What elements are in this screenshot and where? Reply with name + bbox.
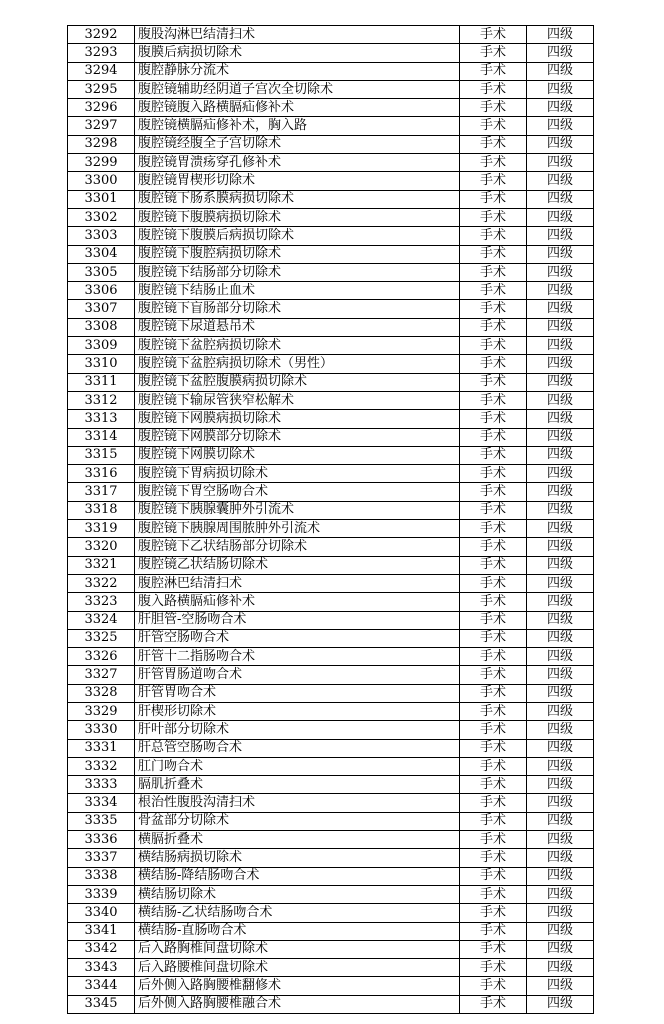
table-row — [68, 739, 594, 757]
table-row — [68, 538, 594, 556]
procedure-name-cell: 腹腔镜下结肠止血术 — [135, 282, 460, 300]
procedure-level-cell: 四级 — [527, 757, 594, 775]
procedure-level-cell: 四级 — [527, 831, 594, 849]
procedure-type-cell: 手术 — [460, 904, 527, 922]
procedure-name-cell: 腹腔镜下网膜部分切除术 — [135, 428, 460, 446]
procedure-level-cell: 四级 — [527, 117, 594, 135]
procedure-type-cell: 手术 — [460, 318, 527, 336]
procedure-name-cell: 横膈折叠术 — [135, 831, 460, 849]
row-number-cell: 3325 — [68, 629, 135, 647]
procedure-name-cell: 腹腔镜下胃空肠吻合术 — [135, 483, 460, 501]
procedure-level-cell: 四级 — [527, 44, 594, 62]
procedure-level-cell: 四级 — [527, 483, 594, 501]
procedure-type-cell: 手术 — [460, 373, 527, 391]
procedure-type-cell: 手术 — [460, 959, 527, 977]
procedure-level-cell: 四级 — [527, 410, 594, 428]
procedure-name-cell: 横结肠-直肠吻合术 — [135, 922, 460, 940]
row-number-cell: 3321 — [68, 556, 135, 574]
procedure-name-cell: 腹腔镜腹入路横膈疝修补术 — [135, 99, 460, 117]
row-number-cell: 3324 — [68, 611, 135, 629]
table-row — [68, 885, 594, 903]
procedure-name-cell: 腹入路横膈疝修补术 — [135, 593, 460, 611]
row-number-cell: 3314 — [68, 428, 135, 446]
procedure-type-cell: 手术 — [460, 391, 527, 409]
procedure-name-cell: 腹股沟淋巴结清扫术 — [135, 26, 460, 44]
procedure-type-cell: 手术 — [460, 739, 527, 757]
procedure-type-cell: 手术 — [460, 520, 527, 538]
row-number-cell: 3343 — [68, 959, 135, 977]
table-row — [68, 208, 594, 226]
procedure-name-cell: 腹腔镜胃楔形切除术 — [135, 172, 460, 190]
procedure-name-cell: 腹腔镜下肠系膜病损切除术 — [135, 190, 460, 208]
table-row — [68, 446, 594, 464]
procedure-type-cell: 手术 — [460, 684, 527, 702]
procedure-level-cell: 四级 — [527, 26, 594, 44]
table-row — [68, 501, 594, 519]
procedure-name-cell: 腹腔镜下盆腔病损切除术 — [135, 337, 460, 355]
procedure-type-cell: 手术 — [460, 172, 527, 190]
row-number-cell: 3292 — [68, 26, 135, 44]
procedure-name-cell: 后外侧入路胸腰椎翻修术 — [135, 977, 460, 995]
row-number-cell: 3309 — [68, 337, 135, 355]
row-number-cell: 3311 — [68, 373, 135, 391]
procedure-name-cell: 肝管胃肠道吻合术 — [135, 666, 460, 684]
row-number-cell: 3304 — [68, 245, 135, 263]
row-number-cell: 3316 — [68, 465, 135, 483]
procedure-type-cell: 手术 — [460, 154, 527, 172]
procedure-level-cell: 四级 — [527, 99, 594, 117]
procedure-type-cell: 手术 — [460, 26, 527, 44]
row-number-cell: 3297 — [68, 117, 135, 135]
table-row — [68, 831, 594, 849]
procedure-type-cell: 手术 — [460, 337, 527, 355]
procedure-type-cell: 手术 — [460, 465, 527, 483]
procedure-type-cell: 手术 — [460, 501, 527, 519]
table-row — [68, 373, 594, 391]
procedure-level-cell: 四级 — [527, 391, 594, 409]
procedure-name-cell: 肝管空肠吻合术 — [135, 629, 460, 647]
procedure-name-cell: 膈肌折叠术 — [135, 776, 460, 794]
procedure-level-cell: 四级 — [527, 355, 594, 373]
procedure-name-cell: 腹腔镜横膈疝修补术，胸入路 — [135, 117, 460, 135]
procedure-type-cell: 手术 — [460, 794, 527, 812]
table-row — [68, 977, 594, 995]
procedure-level-cell: 四级 — [527, 611, 594, 629]
procedure-type-cell: 手术 — [460, 208, 527, 226]
row-number-cell: 3339 — [68, 885, 135, 903]
procedure-type-cell: 手术 — [460, 556, 527, 574]
table-row — [68, 62, 594, 80]
procedure-level-cell: 四级 — [527, 666, 594, 684]
row-number-cell: 3345 — [68, 995, 135, 1013]
procedure-name-cell: 腹腔镜下盆腔病损切除术（男性） — [135, 355, 460, 373]
procedure-level-cell: 四级 — [527, 62, 594, 80]
procedure-type-cell: 手术 — [460, 355, 527, 373]
row-number-cell: 3303 — [68, 227, 135, 245]
procedure-type-cell: 手术 — [460, 940, 527, 958]
procedure-type-cell: 手术 — [460, 410, 527, 428]
procedure-type-cell: 手术 — [460, 282, 527, 300]
procedure-type-cell: 手术 — [460, 483, 527, 501]
row-number-cell: 3300 — [68, 172, 135, 190]
table-row — [68, 776, 594, 794]
table-row — [68, 867, 594, 885]
procedure-name-cell: 腹腔镜胃溃疡穿孔修补术 — [135, 154, 460, 172]
procedure-type-cell: 手术 — [460, 629, 527, 647]
procedure-type-cell: 手术 — [460, 757, 527, 775]
procedure-level-cell: 四级 — [527, 208, 594, 226]
procedure-name-cell: 腹腔镜下盲肠部分切除术 — [135, 300, 460, 318]
procedure-level-cell: 四级 — [527, 885, 594, 903]
table-row — [68, 263, 594, 281]
procedure-name-cell: 腹腔镜辅助经阴道子宫次全切除术 — [135, 80, 460, 98]
procedure-type-cell: 手术 — [460, 62, 527, 80]
procedure-type-cell: 手术 — [460, 99, 527, 117]
procedure-level-cell: 四级 — [527, 263, 594, 281]
table-row — [68, 904, 594, 922]
procedure-level-cell: 四级 — [527, 318, 594, 336]
row-number-cell: 3336 — [68, 831, 135, 849]
table-row — [68, 812, 594, 830]
row-number-cell: 3319 — [68, 520, 135, 538]
table-row — [68, 556, 594, 574]
procedure-type-cell: 手术 — [460, 849, 527, 867]
procedure-level-cell: 四级 — [527, 812, 594, 830]
table-row — [68, 410, 594, 428]
row-number-cell: 3302 — [68, 208, 135, 226]
row-number-cell: 3337 — [68, 849, 135, 867]
row-number-cell: 3344 — [68, 977, 135, 995]
procedure-type-cell: 手术 — [460, 538, 527, 556]
procedure-type-cell: 手术 — [460, 812, 527, 830]
procedure-type-cell: 手术 — [460, 721, 527, 739]
row-number-cell: 3315 — [68, 446, 135, 464]
row-number-cell: 3306 — [68, 282, 135, 300]
procedure-type-cell: 手术 — [460, 776, 527, 794]
procedure-type-cell: 手术 — [460, 867, 527, 885]
procedure-type-cell: 手术 — [460, 300, 527, 318]
procedure-type-cell: 手术 — [460, 428, 527, 446]
row-number-cell: 3310 — [68, 355, 135, 373]
table-row — [68, 337, 594, 355]
procedure-name-cell: 横结肠病损切除术 — [135, 849, 460, 867]
row-number-cell: 3328 — [68, 684, 135, 702]
procedure-name-cell: 横结肠切除术 — [135, 885, 460, 903]
procedure-table — [67, 25, 589, 1014]
row-number-cell: 3333 — [68, 776, 135, 794]
procedure-name-cell: 腹腔镜下网膜病损切除术 — [135, 410, 460, 428]
procedure-name-cell: 腹腔镜经腹全子宫切除术 — [135, 135, 460, 153]
table-row — [68, 355, 594, 373]
procedure-name-cell: 肝胆管-空肠吻合术 — [135, 611, 460, 629]
procedure-name-cell: 根治性腹股沟清扫术 — [135, 794, 460, 812]
table-row — [68, 922, 594, 940]
procedure-level-cell: 四级 — [527, 739, 594, 757]
procedure-level-cell: 四级 — [527, 684, 594, 702]
table-row — [68, 629, 594, 647]
procedure-level-cell: 四级 — [527, 593, 594, 611]
row-number-cell: 3307 — [68, 300, 135, 318]
row-number-cell: 3305 — [68, 263, 135, 281]
table-row — [68, 117, 594, 135]
procedure-name-cell: 腹腔淋巴结清扫术 — [135, 574, 460, 592]
row-number-cell: 3312 — [68, 391, 135, 409]
procedure-level-cell: 四级 — [527, 574, 594, 592]
procedure-level-cell: 四级 — [527, 959, 594, 977]
procedure-level-cell: 四级 — [527, 922, 594, 940]
procedure-type-cell: 手术 — [460, 593, 527, 611]
procedure-level-cell: 四级 — [527, 867, 594, 885]
table-body — [68, 26, 594, 1014]
row-number-cell: 3335 — [68, 812, 135, 830]
procedure-level-cell: 四级 — [527, 337, 594, 355]
procedure-level-cell: 四级 — [527, 245, 594, 263]
procedure-level-cell: 四级 — [527, 520, 594, 538]
row-number-cell: 3320 — [68, 538, 135, 556]
procedure-level-cell: 四级 — [527, 190, 594, 208]
table-row — [68, 684, 594, 702]
table-row — [68, 666, 594, 684]
table-row — [68, 574, 594, 592]
procedure-name-cell: 腹腔镜下输尿管狭窄松解术 — [135, 391, 460, 409]
procedure-name-cell: 腹腔镜下腹膜后病损切除术 — [135, 227, 460, 245]
procedure-name-cell: 腹腔镜下胰腺周围脓肿外引流术 — [135, 520, 460, 538]
table-row — [68, 26, 594, 44]
procedure-level-cell: 四级 — [527, 995, 594, 1013]
table-row — [68, 757, 594, 775]
procedure-type-cell: 手术 — [460, 80, 527, 98]
procedure-type-cell: 手术 — [460, 446, 527, 464]
procedure-name-cell: 腹腔镜下尿道悬吊术 — [135, 318, 460, 336]
procedure-level-cell: 四级 — [527, 373, 594, 391]
table-row — [68, 940, 594, 958]
table-row — [68, 99, 594, 117]
row-number-cell: 3295 — [68, 80, 135, 98]
procedure-level-cell: 四级 — [527, 154, 594, 172]
procedure-level-cell: 四级 — [527, 300, 594, 318]
procedure-name-cell: 横结肠-降结肠吻合术 — [135, 867, 460, 885]
row-number-cell: 3299 — [68, 154, 135, 172]
procedure-type-cell: 手术 — [460, 977, 527, 995]
procedure-type-cell: 手术 — [460, 263, 527, 281]
procedure-type-cell: 手术 — [460, 831, 527, 849]
procedure-type-cell: 手术 — [460, 885, 527, 903]
row-number-cell: 3298 — [68, 135, 135, 153]
table-row — [68, 849, 594, 867]
row-number-cell: 3301 — [68, 190, 135, 208]
table-row — [68, 391, 594, 409]
procedure-type-cell: 手术 — [460, 227, 527, 245]
row-number-cell: 3322 — [68, 574, 135, 592]
row-number-cell: 3323 — [68, 593, 135, 611]
procedure-level-cell: 四级 — [527, 977, 594, 995]
procedure-type-cell: 手术 — [460, 922, 527, 940]
procedure-type-cell: 手术 — [460, 666, 527, 684]
procedure-type-cell: 手术 — [460, 995, 527, 1013]
row-number-cell: 3340 — [68, 904, 135, 922]
procedure-level-cell: 四级 — [527, 904, 594, 922]
procedure-type-cell: 手术 — [460, 135, 527, 153]
table-row — [68, 300, 594, 318]
row-number-cell: 3338 — [68, 867, 135, 885]
table-row — [68, 44, 594, 62]
procedure-name-cell: 腹腔镜乙状结肠切除术 — [135, 556, 460, 574]
row-number-cell: 3341 — [68, 922, 135, 940]
table-row — [68, 465, 594, 483]
procedure-level-cell: 四级 — [527, 538, 594, 556]
procedure-level-cell: 四级 — [527, 172, 594, 190]
procedure-type-cell: 手术 — [460, 611, 527, 629]
row-number-cell: 3330 — [68, 721, 135, 739]
row-number-cell: 3318 — [68, 501, 135, 519]
row-number-cell: 3342 — [68, 940, 135, 958]
procedure-level-cell: 四级 — [527, 227, 594, 245]
table-row — [68, 428, 594, 446]
procedure-level-cell: 四级 — [527, 776, 594, 794]
procedure-level-cell: 四级 — [527, 282, 594, 300]
table-row — [68, 135, 594, 153]
table-row — [68, 721, 594, 739]
procedure-name-cell: 腹腔镜下盆腔腹膜病损切除术 — [135, 373, 460, 391]
procedure-level-cell: 四级 — [527, 721, 594, 739]
table-row — [68, 794, 594, 812]
procedure-type-cell: 手术 — [460, 702, 527, 720]
row-number-cell: 3296 — [68, 99, 135, 117]
table-row — [68, 593, 594, 611]
procedure-name-cell: 横结肠-乙状结肠吻合术 — [135, 904, 460, 922]
row-number-cell: 3327 — [68, 666, 135, 684]
table-row — [68, 959, 594, 977]
procedure-type-cell: 手术 — [460, 190, 527, 208]
procedure-name-cell: 腹腔镜下腹膜病损切除术 — [135, 208, 460, 226]
procedure-name-cell: 肝楔形切除术 — [135, 702, 460, 720]
procedure-grid — [67, 25, 594, 1014]
row-number-cell: 3313 — [68, 410, 135, 428]
table-row — [68, 282, 594, 300]
procedure-name-cell: 腹腔镜下乙状结肠部分切除术 — [135, 538, 460, 556]
procedure-type-cell: 手术 — [460, 117, 527, 135]
table-row — [68, 80, 594, 98]
row-number-cell: 3317 — [68, 483, 135, 501]
procedure-level-cell: 四级 — [527, 135, 594, 153]
procedure-level-cell: 四级 — [527, 794, 594, 812]
table-row — [68, 190, 594, 208]
procedure-name-cell: 腹腔镜下胰腺囊肿外引流术 — [135, 501, 460, 519]
procedure-name-cell: 腹腔静脉分流术 — [135, 62, 460, 80]
row-number-cell: 3332 — [68, 757, 135, 775]
procedure-type-cell: 手术 — [460, 574, 527, 592]
procedure-name-cell: 肝管十二指肠吻合术 — [135, 648, 460, 666]
table-row — [68, 245, 594, 263]
table-row — [68, 318, 594, 336]
procedure-name-cell: 肝管胃吻合术 — [135, 684, 460, 702]
procedure-level-cell: 四级 — [527, 428, 594, 446]
procedure-level-cell: 四级 — [527, 629, 594, 647]
procedure-name-cell: 后外侧入路胸腰椎融合术 — [135, 995, 460, 1013]
procedure-name-cell: 腹腔镜下胃病损切除术 — [135, 465, 460, 483]
procedure-level-cell: 四级 — [527, 80, 594, 98]
procedure-name-cell: 腹膜后病损切除术 — [135, 44, 460, 62]
procedure-name-cell: 后入路腰椎间盘切除术 — [135, 959, 460, 977]
procedure-name-cell: 肝总管空肠吻合术 — [135, 739, 460, 757]
procedure-level-cell: 四级 — [527, 940, 594, 958]
procedure-level-cell: 四级 — [527, 849, 594, 867]
procedure-name-cell: 腹腔镜下腹腔病损切除术 — [135, 245, 460, 263]
row-number-cell: 3334 — [68, 794, 135, 812]
procedure-type-cell: 手术 — [460, 44, 527, 62]
row-number-cell: 3331 — [68, 739, 135, 757]
procedure-type-cell: 手术 — [460, 648, 527, 666]
procedure-level-cell: 四级 — [527, 648, 594, 666]
table-row — [68, 227, 594, 245]
table-row — [68, 154, 594, 172]
procedure-level-cell: 四级 — [527, 465, 594, 483]
procedure-name-cell: 肛门吻合术 — [135, 757, 460, 775]
procedure-type-cell: 手术 — [460, 245, 527, 263]
table-row — [68, 702, 594, 720]
table-row — [68, 172, 594, 190]
procedure-name-cell: 腹腔镜下网膜切除术 — [135, 446, 460, 464]
procedure-level-cell: 四级 — [527, 446, 594, 464]
procedure-name-cell: 腹腔镜下结肠部分切除术 — [135, 263, 460, 281]
procedure-name-cell: 肝叶部分切除术 — [135, 721, 460, 739]
table-row — [68, 648, 594, 666]
procedure-level-cell: 四级 — [527, 501, 594, 519]
table-row — [68, 483, 594, 501]
procedure-name-cell: 骨盆部分切除术 — [135, 812, 460, 830]
row-number-cell: 3294 — [68, 62, 135, 80]
row-number-cell: 3329 — [68, 702, 135, 720]
row-number-cell: 3308 — [68, 318, 135, 336]
row-number-cell: 3326 — [68, 648, 135, 666]
procedure-level-cell: 四级 — [527, 556, 594, 574]
procedure-level-cell: 四级 — [527, 702, 594, 720]
procedure-name-cell: 后入路胸椎间盘切除术 — [135, 940, 460, 958]
table-row — [68, 611, 594, 629]
table-row — [68, 520, 594, 538]
table-row — [68, 995, 594, 1013]
row-number-cell: 3293 — [68, 44, 135, 62]
